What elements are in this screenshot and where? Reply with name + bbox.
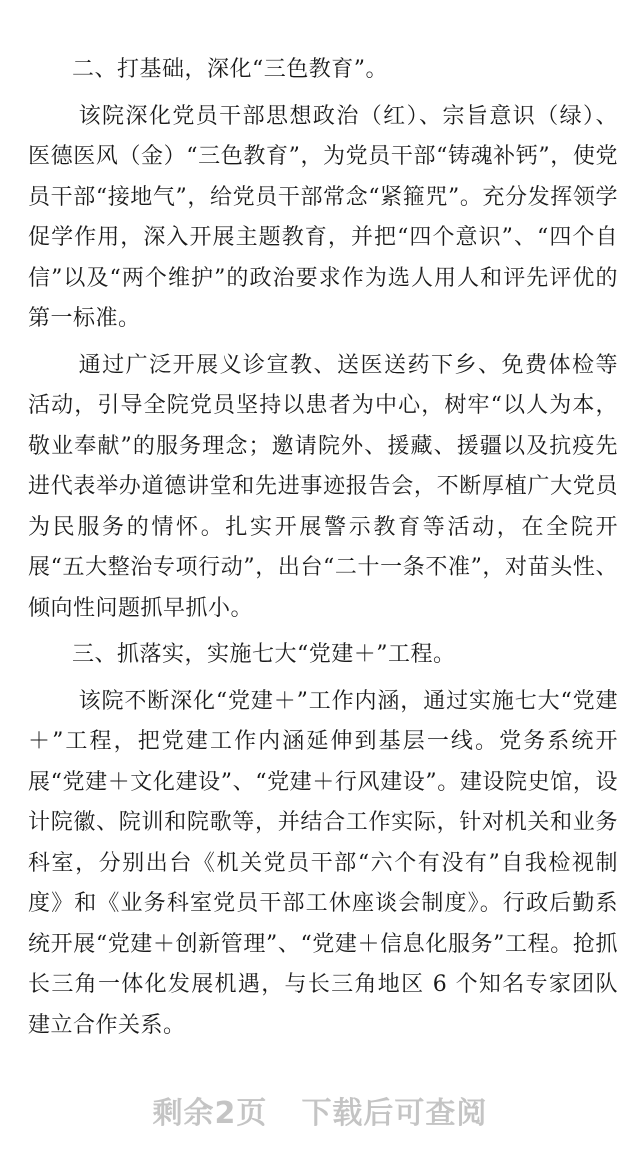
paragraph: 通过广泛开展义诊宣教、送医送药下乡、免费体检等活动，引导全院党员坚持以患者为中心，树牢“以人为本，敬业奉献”的服务理念；邀请院外、援藏、援疆以及抗疫先进代表举办道德讲堂和先进事迹报告会，不断厚植广大党员为民服务的情怀。扎实开展警示教育等活动，在全院开展“五大整治专项行动”，出台“二十一条不准”，对苗头性、倾向性问题抓早抓小。: [28, 352, 618, 621]
document-body: [28, 50, 618, 1052]
download-hint-label[interactable]: 下载后可查阅: [301, 1096, 488, 1131]
paragraph: 该院不断深化“党建＋”工作内涵，通过实施七大“党建＋”工程，把党建工作内涵延伸到基层一线。党务系统开展“党建＋文化建设”、“党建＋行风建设”。建设院史馆，设计院徽、院训和院歌等，并结合工作实际，针对机关和业务科室，分别出台《机关党员干部“六个有没有”自我检视制度》和《业务科室党员干部工休座谈会制度》。行政后勤系统开展“党建＋创新管理”、“党建＋信息化服务”工程。抢抓长三角一体化发展机遇，与长三角地区 6 个知名专家团队建立合作关系。: [28, 688, 618, 1038]
remaining-pages-label: 剩余2页: [152, 1096, 268, 1131]
section-heading-2: 二、打基础，深化“三色教育”。: [72, 57, 388, 82]
paragraph: 该院深化党员干部思想政治（红）、宗旨意识（绿）、医德医风（金）“三色教育”，为党员干部“铸魂补钙”，使党员干部“接地气”，给党员干部常念“紧箍咒”。充分发挥领学促学作用，深入开展主题教育，并把“四个意识”、“四个自信”以及“两个维护”的政治要求作为选人用人和评先评优的第一标准。: [28, 103, 618, 331]
section-heading-3: 三、抓落实，实施七大“党建＋”工程。: [72, 642, 456, 667]
preview-footer[interactable]: [0, 1088, 640, 1132]
